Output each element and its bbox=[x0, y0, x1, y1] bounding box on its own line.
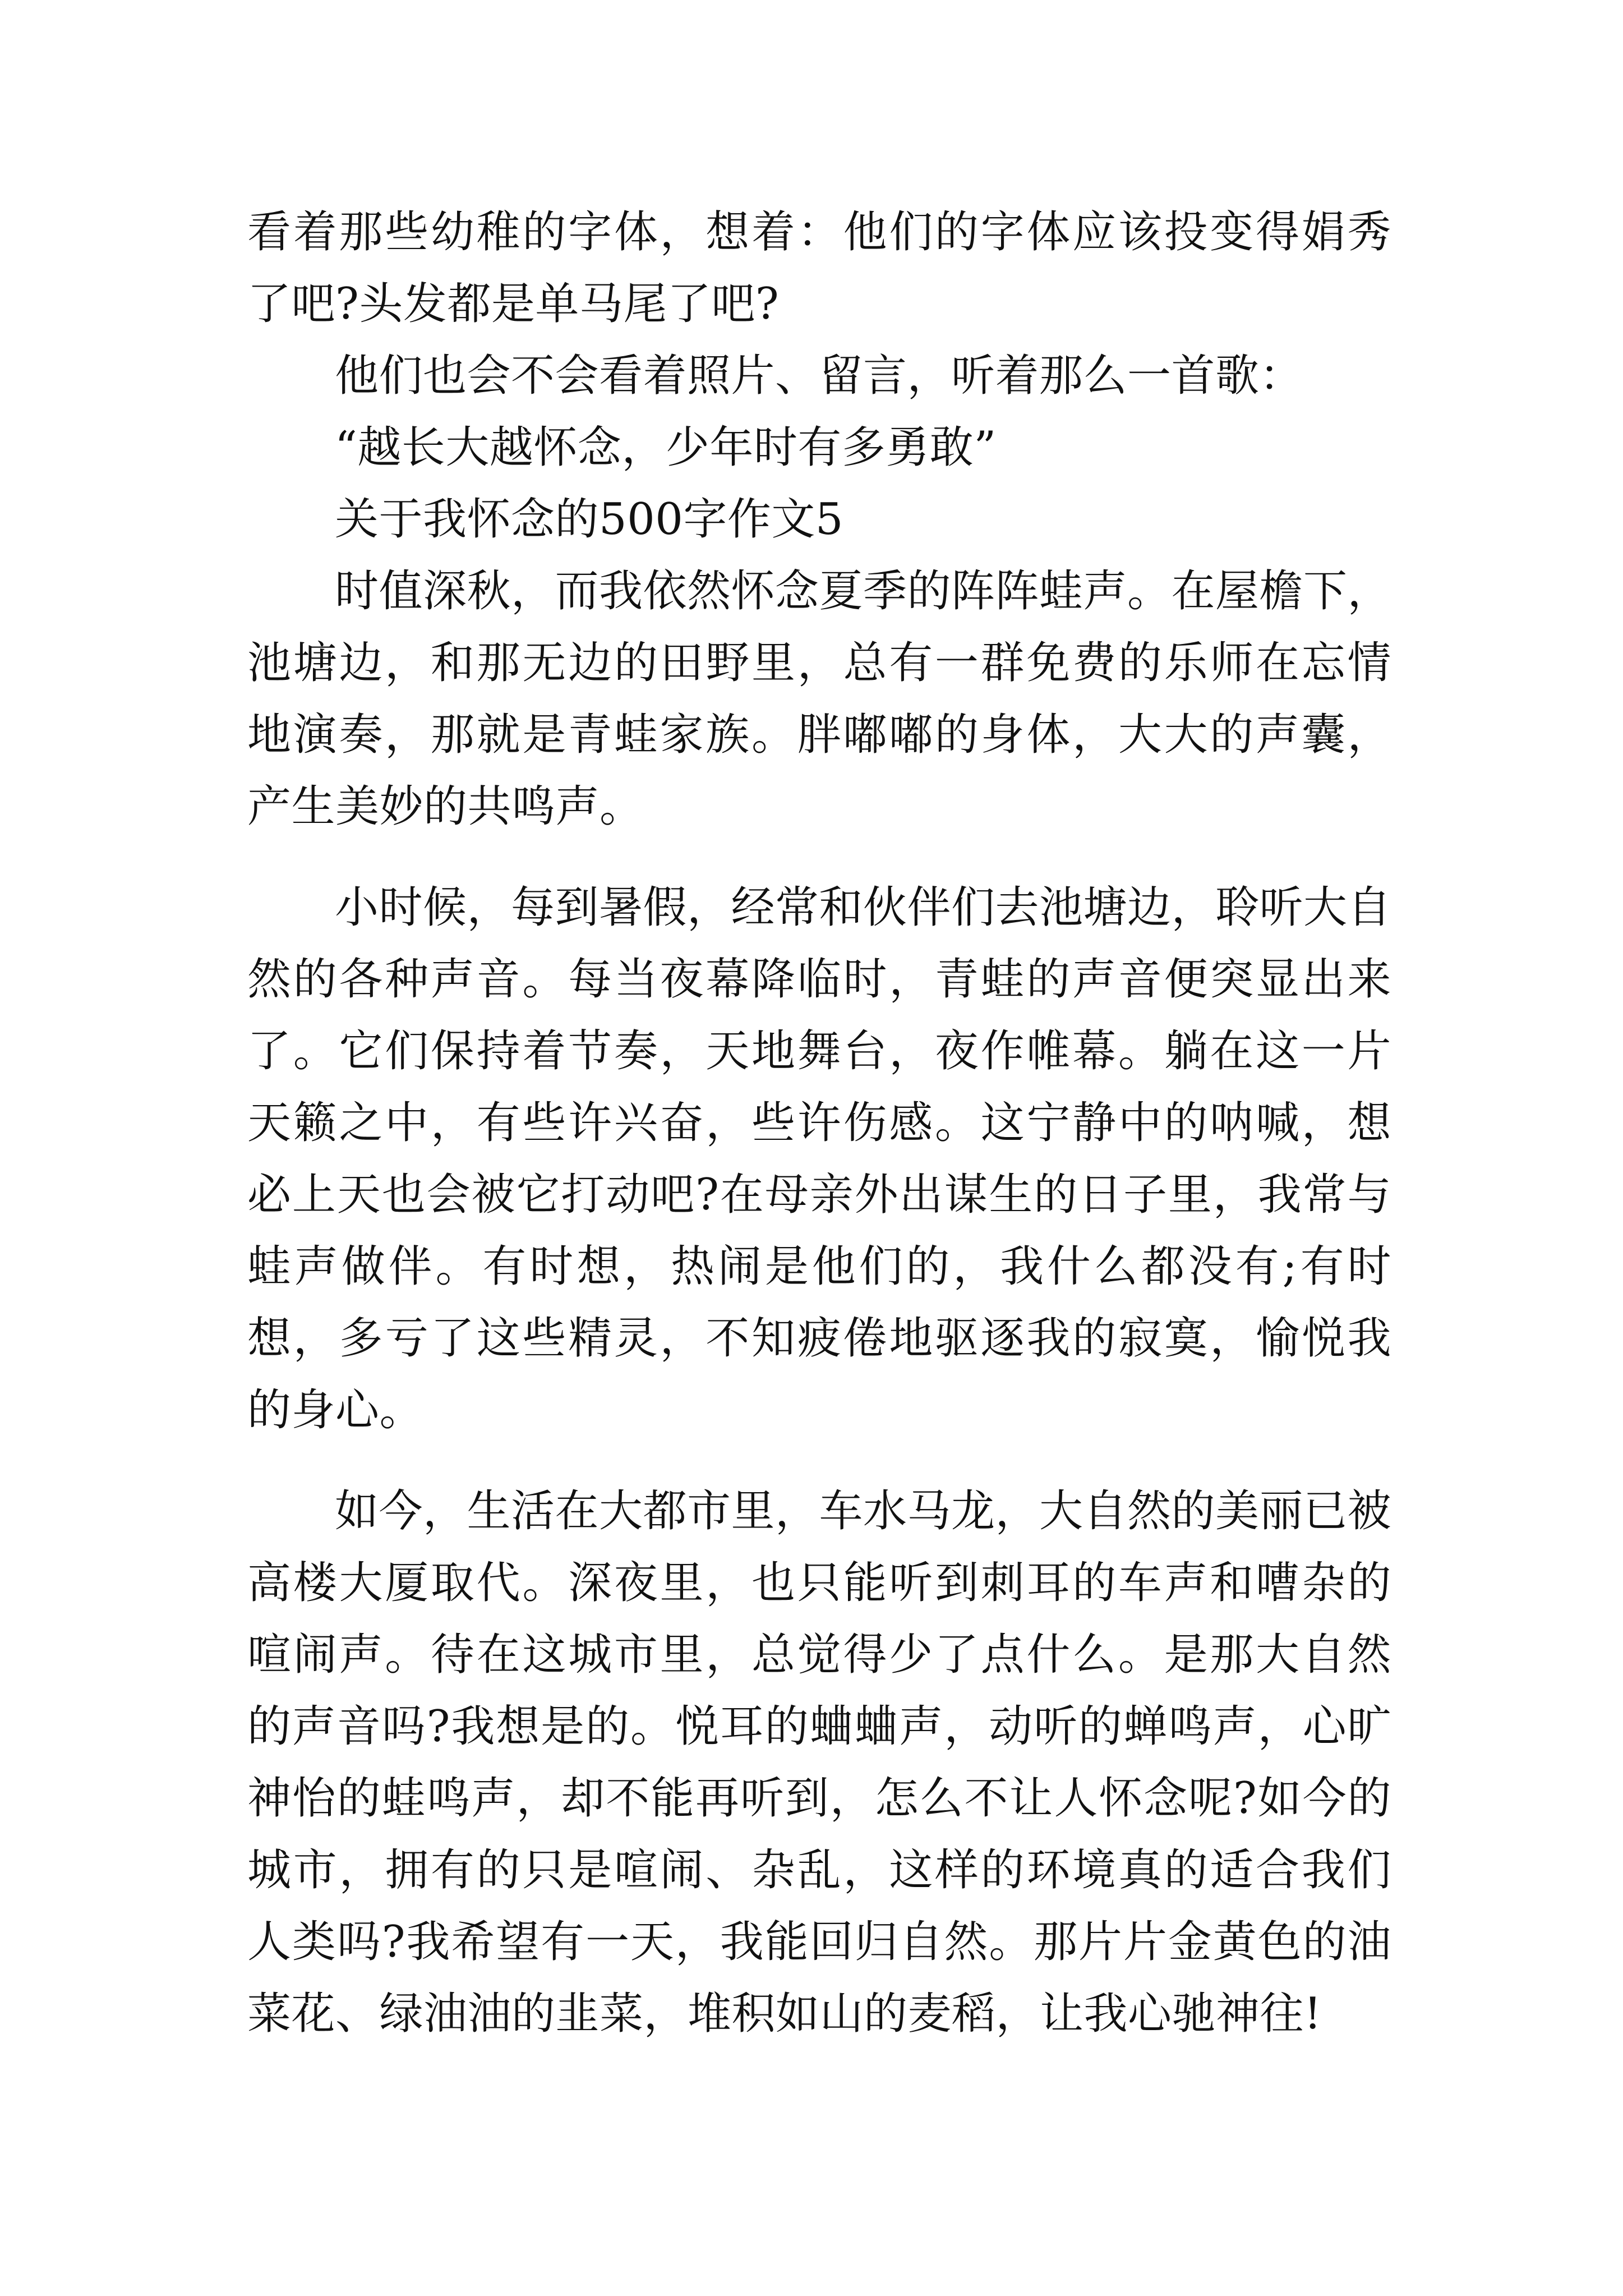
paragraph-city: 如今，生活在大都市里，车水马龙，大自然的美丽已被高楼大厦取代。深夜里，也只能听到刺耳的车声和嘈杂的喧闹声。待在这城市里，总觉得少了点什么。是那大自然的声音吗?我想是的。悦耳的蛐蛐声，动听的蝉鸣声，心旷神怡的蛙鸣声，却不能再听到，怎么不让人怀念呢?如今的城市，拥有的只是喧闹、杂乱，这样的环境真的适合我们人类吗?我希望有一天，我能回归自然。那片片金黄色的油菜花、绿油油的韭菜，堆积如山的麦稻，让我心驰神往! bbox=[247, 1486, 1392, 2039]
paragraph-childhood: 小时候，每到暑假，经常和伙伴们去池塘边，聆听大自然的各种声音。每当夜幕降临时，青蛙的声音便突显出来了。它们保持着节奏，天地舞台，夜作帷幕。躺在这一片天籁之中，有些许兴奋，些许伤感。这宁静中的呐喊，想必上天也会被它打动吧?在母亲外出谋生的日子里，我常与蛙声做伴。有时想，热闹是他们的，我什么都没有;有时想，多亏了这些精灵，不知疲倦地驱逐我的寂寞，愉悦我的身心。 bbox=[247, 882, 1392, 1435]
paragraph-autumn: 时值深秋，而我依然怀念夏季的阵阵蛙声。在屋檐下，池塘边，和那无边的田野里，总有一群免费的乐师在忘情地演奏，那就是青蛙家族。胖嘟嘟的身体，大大的声囊，产生美妙的共鸣声。 bbox=[247, 566, 1392, 832]
paragraph-song-intro: 他们也会不会看着照片、留言，听着那么一首歌： bbox=[335, 351, 1304, 401]
paragraph-song-lyric: “越长大越怀念，少年时有多勇敢” bbox=[335, 422, 997, 473]
essay-title: 关于我怀念的500字作文5 bbox=[335, 494, 844, 545]
paragraph-continued: 看着那些幼稚的字体，想着：他们的字体应该投变得娟秀了吧?头发都是单马尾了吧? bbox=[247, 207, 1391, 329]
document-body bbox=[247, 196, 1391, 2050]
